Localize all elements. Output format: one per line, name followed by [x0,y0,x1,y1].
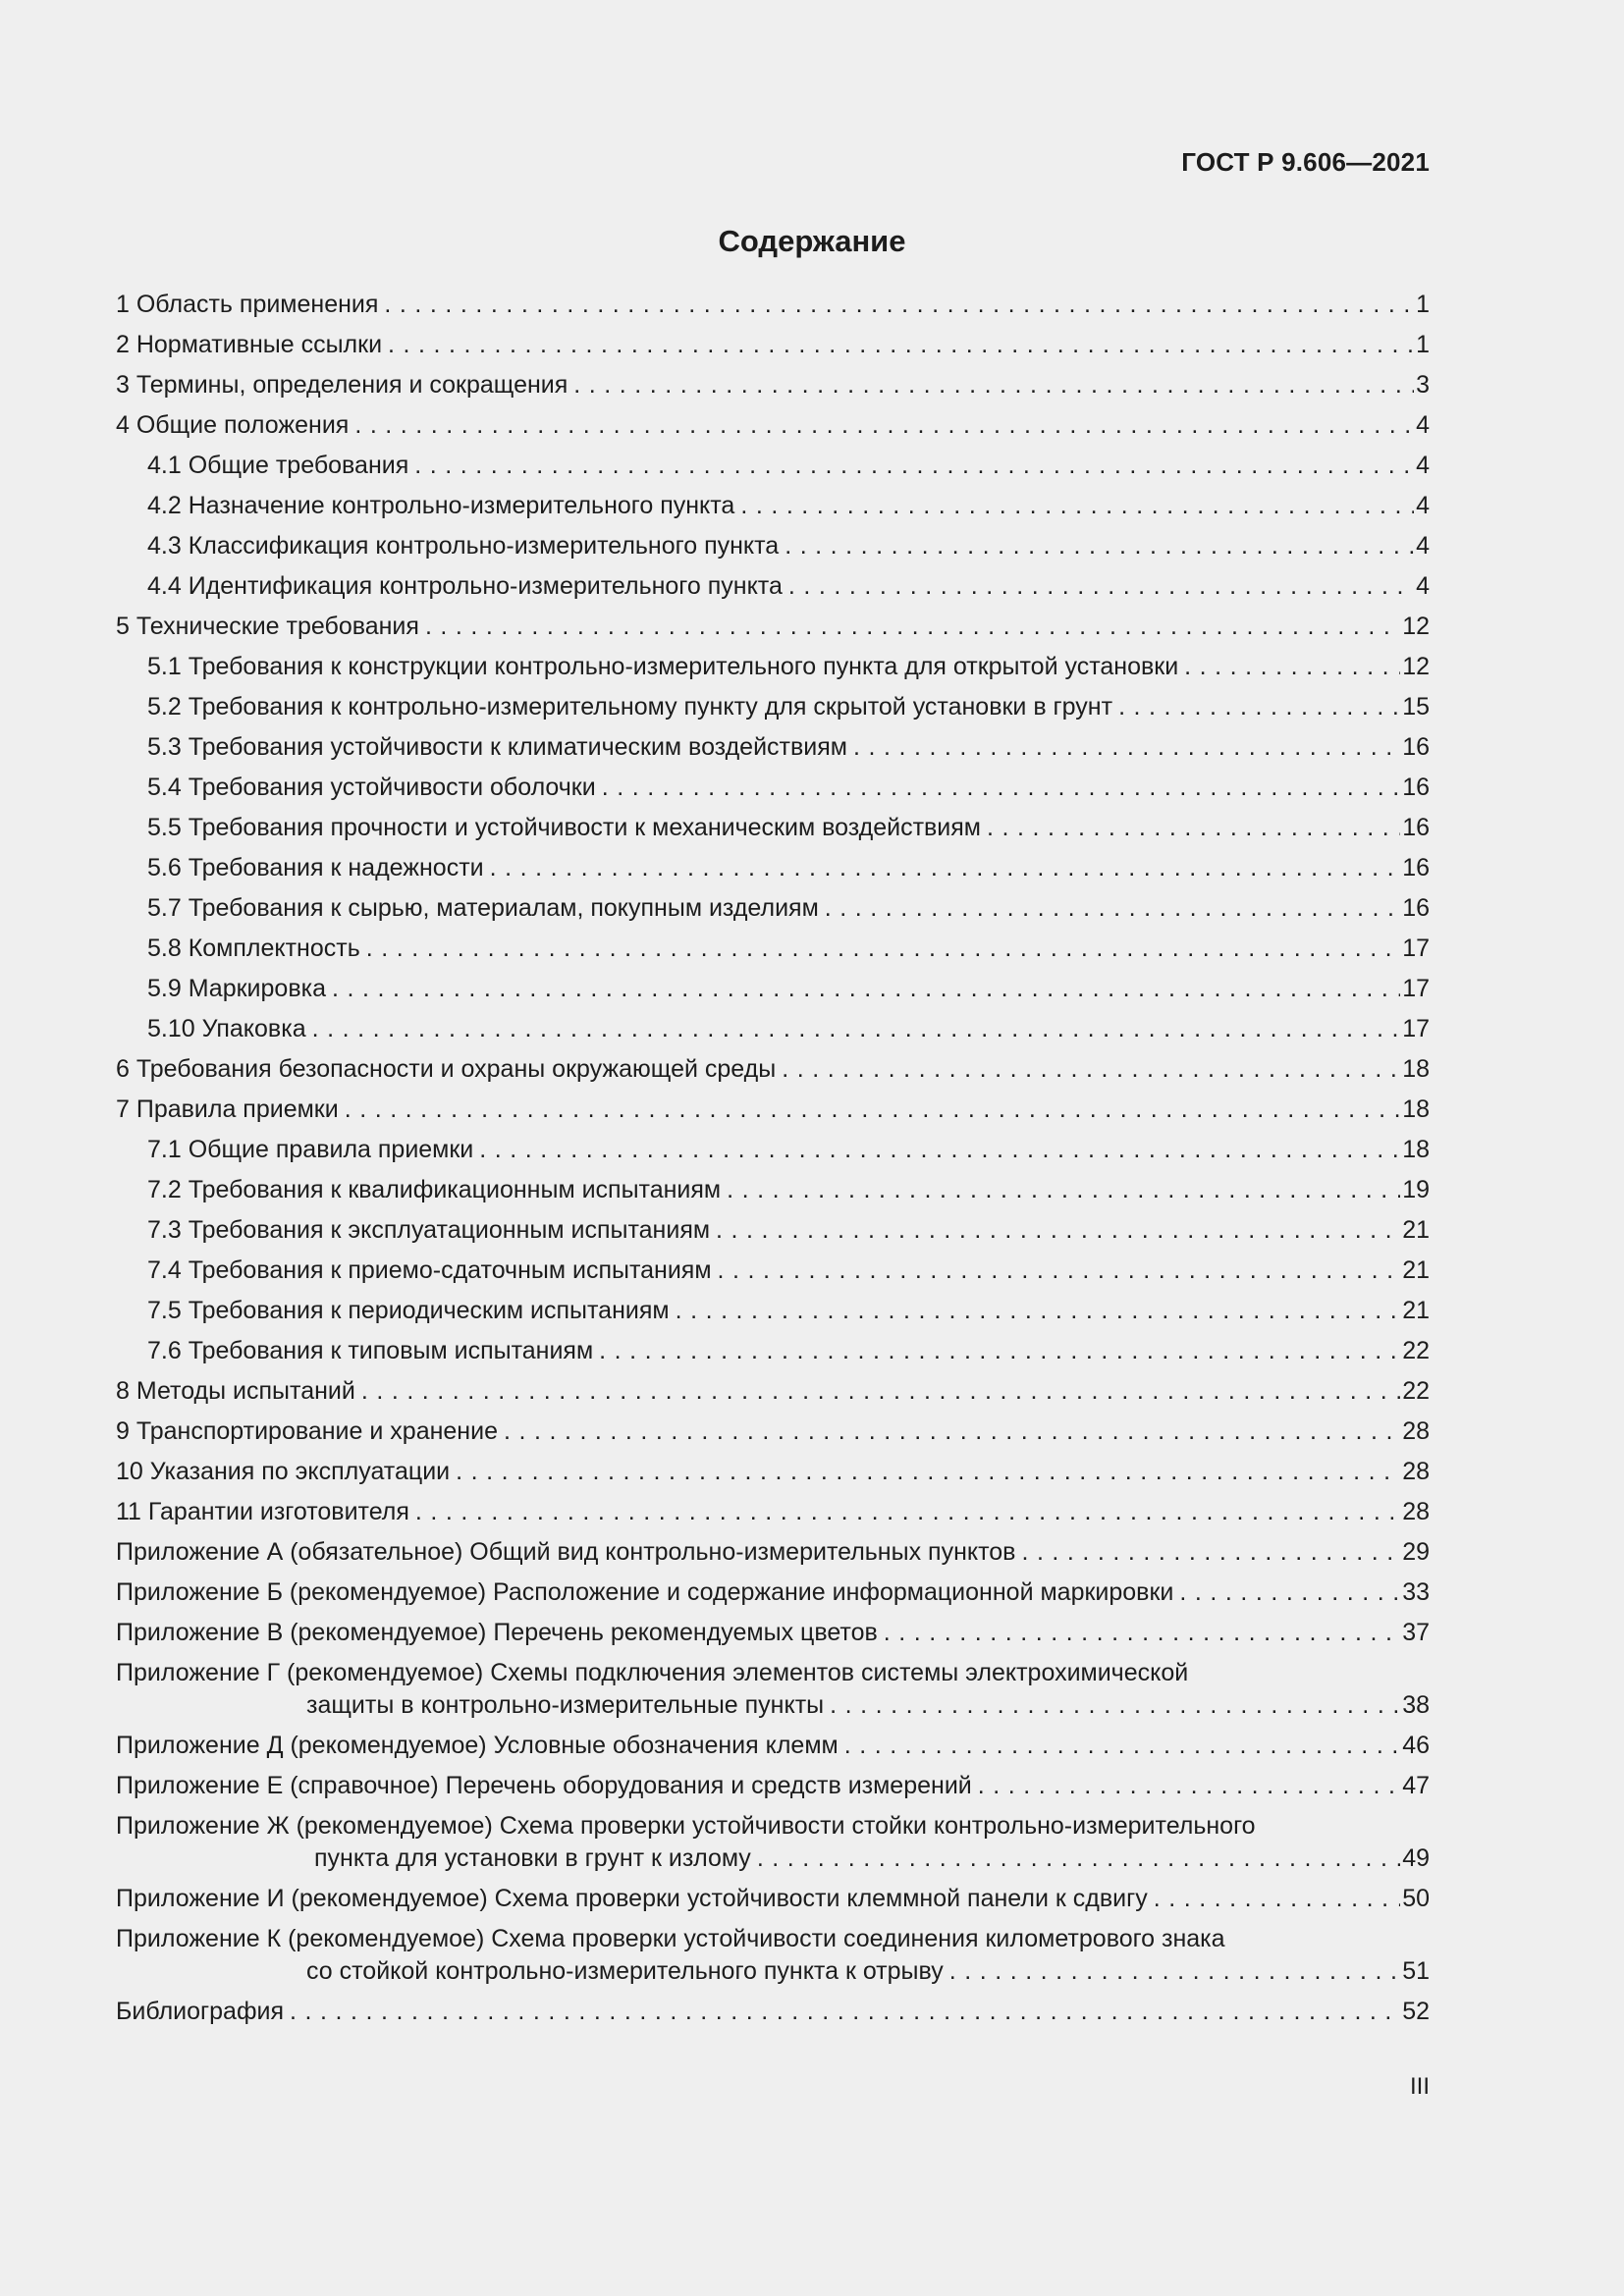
toc-dot-leader [414,446,1414,486]
toc-entry-title: 6 Требования безопасности и охраны окружающей среды [116,1055,777,1083]
toc-entry-title: 5.3 Требования устойчивости к климатическим воздействиям [147,733,847,761]
toc-entry-page: 50 [1402,1885,1430,1912]
toc-entry[interactable] [116,607,1430,647]
toc-entry[interactable] [116,888,1430,929]
toc-entry[interactable] [116,969,1430,1009]
toc-entry[interactable] [116,365,1430,405]
toc-entry[interactable] [116,1452,1430,1492]
toc-entry-page: 51 [1402,1957,1430,1985]
toc-entry-title: 7.4 Требования к приемо-сдаточным испытаниям [147,1256,712,1284]
toc-dot-leader [388,325,1414,365]
toc-entry[interactable] [116,1251,1430,1291]
toc-entry-title: 4.4 Идентификация контрольно-измерительного пункта [147,572,783,600]
toc-entry-title: 3 Термины, определения и сокращения [116,371,568,399]
toc-entry[interactable] [116,1532,1430,1573]
toc-entry-title: 5.8 Комплектность [147,934,360,962]
toc-entry-title: 5.1 Требования к конструкции контрольно-измерительного пункта для открытой установки [147,653,1179,680]
toc-entry-page: 38 [1402,1691,1430,1719]
toc-entry[interactable] [116,1049,1430,1090]
toc-entry[interactable] [116,405,1430,446]
toc-entry-page: 22 [1402,1337,1430,1364]
toc-dot-leader [479,1130,1400,1170]
toc-dot-leader [354,405,1414,446]
toc-entry-page: 17 [1402,1015,1430,1042]
toc-entry-title: 4 Общие положения [116,411,350,439]
toc-entry[interactable] [116,446,1430,486]
toc-entry[interactable] [116,727,1430,768]
toc-entry-title: 10 Указания по эксплуатации [116,1458,451,1485]
toc-entry-page: 21 [1402,1216,1430,1244]
toc-entry[interactable] [116,647,1430,687]
toc-entry[interactable] [116,687,1430,727]
toc-entry-title: 5 Технические требования [116,613,419,640]
toc-dot-leader [456,1452,1400,1492]
toc-entry[interactable] [116,1090,1430,1130]
toc-entry-page: 1 [1416,331,1430,358]
toc-dot-leader [312,1009,1401,1049]
toc-entry-title: Приложение Г (рекомендуемое) Схемы подключения элементов системы электрохимической [116,1659,1189,1686]
toc-entry[interactable] [116,1412,1430,1452]
toc-entry[interactable] [116,1492,1430,1532]
toc-entry[interactable] [116,1331,1430,1371]
toc-entry-page: 12 [1402,613,1430,640]
toc-entry-page: 37 [1402,1619,1430,1646]
toc-entry[interactable] [116,848,1430,888]
toc-entry-title: Приложение И (рекомендуемое) Схема проверки устойчивости клеммной панели к сдвигу [116,1885,1148,1912]
toc-entry-page: 12 [1402,653,1430,680]
toc-entry-title: Приложение Д (рекомендуемое) Условные обозначения клемм [116,1732,839,1759]
toc-entry-page: 4 [1416,492,1430,519]
toc-entry-page: 29 [1402,1538,1430,1566]
toc-entry[interactable] [116,1371,1430,1412]
toc-entry-page: 16 [1402,814,1430,841]
toc-entry[interactable] [116,526,1430,566]
toc-entry-page: 18 [1402,1055,1430,1083]
toc-dot-leader [884,1613,1400,1653]
toc-entry-title: 9 Транспортирование и хранение [116,1417,498,1445]
toc-entry-title: 4.2 Назначение контрольно-измерительного пункта [147,492,735,519]
toc-entry[interactable] [116,1806,1430,1879]
toc-entry-title: 4.1 Общие требования [147,452,409,479]
toc-entry[interactable] [116,1573,1430,1613]
toc-entry-title: 11 Гарантии изготовителя [116,1498,409,1525]
toc-entry-title: Библиография [116,1998,285,2025]
toc-entry-page: 16 [1402,894,1430,922]
toc-dot-leader [825,888,1400,929]
toc-entry-page: 21 [1402,1297,1430,1324]
toc-entry-page: 16 [1402,774,1430,801]
toc-entry[interactable] [116,1170,1430,1210]
toc-entry-title: 5.5 Требования прочности и устойчивости к механическим воздействиям [147,814,981,841]
toc-entry-page: 4 [1416,452,1430,479]
toc-entry-title: Приложение В (рекомендуемое) Перечень рекомендуемых цветов [116,1619,878,1646]
toc-entry-title: 7 Правила приемки [116,1095,339,1123]
toc-entry[interactable] [116,1879,1430,1919]
toc-entry-title: 5.10 Упаковка [147,1015,306,1042]
toc-entry-page: 3 [1416,371,1430,399]
document-standard-header: ГОСТ Р 9.606—2021 [1181,147,1430,177]
toc-entry-title-continuation: со стойкой контрольно-измерительного пункта к отрыву [306,1957,944,1985]
toc-entry-page: 28 [1402,1458,1430,1485]
table-of-contents [116,285,1430,2032]
toc-dot-leader [949,1955,1400,1988]
toc-dot-leader [345,1090,1400,1130]
toc-dot-leader [599,1331,1400,1371]
toc-dot-leader [987,808,1400,848]
toc-entry-title: Приложение К (рекомендуемое) Схема проверки устойчивости соединения километрового знака [116,1925,1225,1952]
toc-entry[interactable] [116,1726,1430,1766]
page-number: III [1409,2073,1430,2100]
toc-dot-leader [1184,647,1400,687]
toc-entry-title: Приложение Е (справочное) Перечень оборудования и средств измерений [116,1772,972,1799]
toc-entry-title: 7.5 Требования к периодическим испытаниям [147,1297,670,1324]
toc-entry[interactable] [116,285,1430,325]
toc-entry[interactable] [116,486,1430,526]
toc-entry-title: 7.3 Требования к эксплуатационным испытаниям [147,1216,711,1244]
toc-entry-page: 22 [1402,1377,1430,1405]
toc-entry-page: 52 [1402,1998,1430,2025]
toc-entry-page: 47 [1402,1772,1430,1799]
toc-entry-page: 1 [1416,291,1430,318]
toc-entry-page: 18 [1402,1095,1430,1123]
toc-entry[interactable] [116,325,1430,365]
toc-entry-page: 46 [1402,1732,1430,1759]
toc-entry-title: 5.7 Требования к сырью, материалам, покупным изделиям [147,894,819,922]
toc-dot-leader [415,1492,1400,1532]
toc-dot-leader [1021,1532,1400,1573]
toc-entry-title-continuation: защиты в контрольно-измерительные пункты [306,1691,825,1719]
toc-dot-leader [844,1726,1400,1766]
toc-entry[interactable] [116,1766,1430,1806]
toc-entry-title: 5.9 Маркировка [147,975,326,1002]
toc-dot-leader [384,285,1414,325]
toc-entry-title: 7.6 Требования к типовым испытаниям [147,1337,594,1364]
toc-entry-page: 16 [1402,733,1430,761]
toc-dot-leader [504,1412,1400,1452]
toc-entry[interactable] [116,1613,1430,1653]
toc-entry[interactable] [116,1992,1430,2032]
toc-entry-page: 19 [1402,1176,1430,1203]
toc-entry[interactable] [116,808,1430,848]
toc-entry-title: 7.2 Требования к квалификационным испытаниям [147,1176,722,1203]
toc-entry-page: 4 [1416,411,1430,439]
toc-entry[interactable] [116,1919,1430,1992]
toc-entry-title: 1 Область применения [116,291,379,318]
toc-entry-title: Приложение А (обязательное) Общий вид контрольно-измерительных пунктов [116,1538,1016,1566]
toc-entry-page: 17 [1402,975,1430,1002]
toc-entry-page: 17 [1402,934,1430,962]
toc-dot-leader [602,768,1400,808]
toc-entry[interactable] [116,566,1430,607]
toc-entry-title: 2 Нормативные ссылки [116,331,383,358]
toc-dot-leader [366,929,1400,969]
toc-dot-leader [830,1689,1400,1722]
toc-entry-page: 21 [1402,1256,1430,1284]
toc-entry[interactable] [116,1653,1430,1726]
toc-dot-leader [573,365,1414,405]
toc-entry[interactable] [116,1130,1430,1170]
toc-dot-leader [782,1049,1400,1090]
toc-entry[interactable] [116,1291,1430,1331]
toc-dot-leader [676,1291,1401,1331]
toc-dot-leader [785,526,1414,566]
toc-entry-title: Приложение Ж (рекомендуемое) Схема проверки устойчивости стойки контрольно-измерительного [116,1812,1256,1840]
toc-dot-leader [978,1766,1400,1806]
toc-entry-page: 4 [1416,532,1430,560]
toc-entry-title: Приложение Б (рекомендуемое) Расположение и содержание информационной маркировки [116,1578,1174,1606]
toc-entry-page: 15 [1402,693,1430,721]
toc-entry-title-continuation: пункта для установки в грунт к излому [314,1844,751,1872]
page-title: Содержание [718,224,906,258]
toc-dot-leader [490,848,1401,888]
toc-entry-title: 5.6 Требования к надежности [147,854,484,881]
toc-dot-leader [425,607,1400,647]
toc-dot-leader [290,1992,1400,2032]
toc-dot-leader [1179,1573,1400,1613]
toc-dot-leader [740,486,1414,526]
toc-entry-title: 5.4 Требования устойчивости оболочки [147,774,596,801]
toc-entry-page: 49 [1402,1844,1430,1872]
toc-entry-page: 28 [1402,1417,1430,1445]
toc-entry[interactable] [116,929,1430,969]
toc-entry-page: 18 [1402,1136,1430,1163]
toc-dot-leader [788,566,1414,607]
toc-entry-page: 28 [1402,1498,1430,1525]
toc-dot-leader [332,969,1400,1009]
toc-entry-title: 4.3 Классификация контрольно-измерительного пункта [147,532,780,560]
toc-entry[interactable] [116,768,1430,808]
toc-dot-leader [757,1842,1400,1875]
toc-dot-leader [853,727,1400,768]
toc-entry-title: 7.1 Общие правила приемки [147,1136,474,1163]
toc-dot-leader [718,1251,1401,1291]
toc-dot-leader [1118,687,1400,727]
toc-dot-leader [361,1371,1400,1412]
toc-entry-page: 16 [1402,854,1430,881]
toc-entry[interactable] [116,1210,1430,1251]
toc-entry[interactable] [116,1009,1430,1049]
toc-dot-leader [1154,1879,1400,1919]
toc-dot-leader [716,1210,1400,1251]
toc-entry-title: 8 Методы испытаний [116,1377,355,1405]
toc-entry-page: 33 [1402,1578,1430,1606]
toc-dot-leader [727,1170,1400,1210]
toc-entry-page: 4 [1416,572,1430,600]
toc-entry-title: 5.2 Требования к контрольно-измерительному пункту для скрытой установки в грунт [147,693,1113,721]
